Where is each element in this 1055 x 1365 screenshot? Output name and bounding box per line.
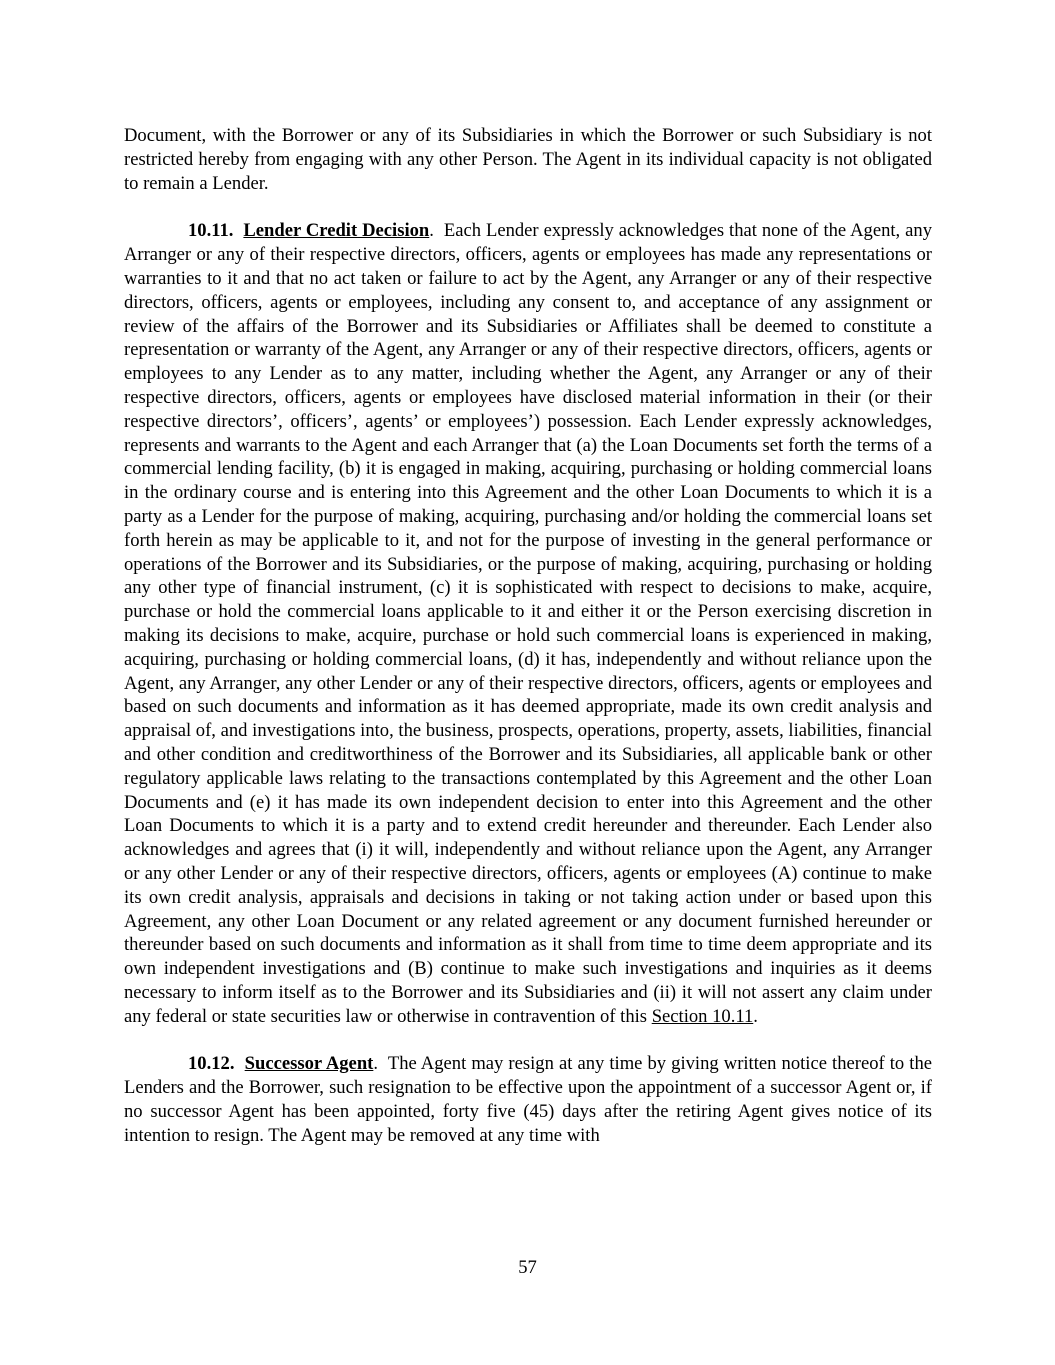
section-10-11-cross-reference: Section 10.11 <box>651 1005 754 1027</box>
page-number: 57 <box>518 1257 537 1278</box>
section-10-11-heading: Lender Credit Decision <box>243 220 430 242</box>
section-10-12-paragraph: 10.12. Successor Agent. The Agent may resign at any time by giving written notice thereof to the Lenders and the Borrower, such resignation to be effective upon the appointment of a successor Agent or, if no successor Agent has been appointed, forty five (45) days after the retiring Agent gives notice of its intention to resign. The Agent may be removed at any time with <box>124 1053 933 1146</box>
section-10-12-number: 10.12. <box>188 1053 235 1075</box>
document-page <box>124 124 932 1148</box>
section-10-12-heading: Successor Agent <box>244 1053 374 1075</box>
continuation-paragraph <box>124 124 932 195</box>
section-10-11-number: 10.11. <box>188 220 234 242</box>
section-10-11-end: . <box>753 1005 758 1027</box>
continuation-text: Document, with the Borrower or any of its Subsidiaries in which the Borrower or such Subsidiary is not restricted hereby from engaging with any other Person. The Agent in its individual capacity is not obligated to remain a Lender. <box>124 125 932 194</box>
section-10-11-body: Each Lender expressly acknowledges that none of the Agent, any Arranger or any of their respective directors, officers, agents or employees has made any representations or warranties to it and that no act taken or failure to act by the Agent, any Arranger or any of their respective directors, officers, agents or employees, including any consent to, and acceptance of any assignment or review of the affairs of the Borrower and its Subsidiaries or Affiliates shall be deemed to constitute a representation or warranty of the Agent, any Arranger or any of their respective directors, officers, agents or employees to any Lender as to any matter, including whether the Agent, any Arranger or any of their respective directors, officers, agents or employees have disclosed material information in their (or their respective directors’, officers’, agents’ or employees’) possession. Each Lender expressly acknowledges, represents and warrants to the Agent and each Arranger that (a) the Loan Documents set forth the terms of a commercial lending facility, (b) it is engaged in making, acquiring, purchasing or holding commercial loans in the ordinary course and is entering into this Agreement and the other Loan Documents to which it is a party as a Lender for the purpose of making, acquiring, purchasing and/or holding the commercial loans set forth herein as may be applicable to it, and not for the purpose of investing in the general performance or operations of the Borrower and its Subsidiaries, or the purpose of making, acquiring, purchasing or holding any other type of financial instrument, (c) it is sophisticated with respect to decisions to make, acquire, purchase or hold the commercial loans applicable to it and either it or the Person exercising discretion in making its decisions to make, acquire, purchase or hold such commercial loans is experienced in making, acquiring, purchasing or holding commercial loans, (d) it has, independently and without reliance upon the Agent, any Arranger, any other Lender or any of their respective directors, officers, agents or employees and based on such documents and information as it has deemed appropriate, made its own credit analysis and appraisal of, and investigations into, the business, prospects, operations, property, assets, liabilities, financial and other condition and creditworthiness of the Borrower and its Subsidiaries, all applicable bank or other regulatory applicable laws relating to the transactions contemplated by this Agreement and the other Loan Documents and (e) it has made its own independent decision to enter into this Agreement and the other Loan Documents to which it is a party and to extend credit hereunder and thereunder. Each Lender also acknowledges and agrees that (i) it will, independently and without reliance upon the Agent, any Arranger or any other Lender or any of their respective directors, officers, agents or employees (A) continue to make its own credit analysis, appraisals and decisions in taking or not taking action under or based upon this Agreement, any other Loan Document or any related agreement or any document furnished hereunder or thereunder based on such documents and information as it shall from time to time deem appropriate and its own independent investigations and (B) continue to make such investigations and inquiries as it deems necessary to inform itself as to the Borrower and its Subsidiaries and (ii) it will not assert any claim under any federal or state securities law or otherwise in contravention of this <box>124 220 932 1027</box>
section-10-11-paragraph: 10.11. Lender Credit Decision. Each Lender expressly acknowledges that none of the Agent, any Arranger or any of their respective directors, officers, agents or employees has made any representations or warranties to it and that no act taken or failure to act by the Agent, any Arranger or any of their respective directors, officers, agents or employees, including any consent to, and acceptance of any assignment or review of the affairs of the Borrower and its Subsidiaries or Affiliates shall be deemed to constitute a representation or warranty of the Agent, any Arranger or any of their respective directors, officers, agents or employees to any Lender as to any matter, including whether the Agent, any Arranger or any of their respective directors, officers, agents or employees have disclosed material information in their (or their respective directors’, officers’, agents’ or employees’) possession. Each Lender expressly acknowledges, represents and warrants to the Agent and each Arranger that (a) the Loan Documents set forth the terms of a commercial lending facility, (b) it is engaged in making, acquiring, purchasing or holding commercial loans in the ordinary course and is entering into this Agreement and the other Loan Documents to which it is a party as a Lender for the purpose of making, acquiring, purchasing and/or holding the commercial loans set forth herein as may be applicable to it, and not for the purpose of investing in the general performance or operations of the Borrower and its Subsidiaries, or the purpose of making, acquiring, purchasing or holding any other type of financial instrument, (c) it is sophisticated with respect to decisions to make, acquire, purchase or hold the commercial loans applicable to it and either it or the Person exercising discretion in making its decisions to make, acquire, purchase or hold such commercial loans is experienced in making, acquiring, purchasing or holding commercial loans, (d) it has, independently and without reliance upon the Agent, any Arranger, any other Lender or any of their respective directors, officers, agents or employees and based on such documents and information as it has deemed appropriate, made its own credit analysis and appraisal of, and investigations into, the business, prospects, operations, property, assets, liabilities, financial and other condition and creditworthiness of the Borrower and its Subsidiaries, all applicable bank or other regulatory applicable laws relating to the transactions contemplated by this Agreement and the other Loan Documents and (e) it has made its own independent decision to enter into this Agreement and the other Loan Documents to which it is a party and to extend credit hereunder and thereunder. Each Lender also acknowledges and agrees that (i) it will, independently and without reliance upon the Agent, any Arranger or any other Lender or any of their respective directors, officers, agents or employees (A) continue to make its own credit analysis, appraisals and decisions in taking or not taking action under or based upon this Agreement, any other Loan Document or any related agreement or any document furnished hereunder or thereunder based on such documents and information as it shall from time to time deem appropriate and its own independent investigations and (B) continue to make such investigations and inquiries as it deems necessary to inform itself as to the Borrower and its Subsidiaries and (ii) it will not assert any claim under any federal or state securities law or otherwise in contravention of this Section 10.11. <box>124 220 932 1027</box>
section-10-12-body: The Agent may resign at any time by giving written notice thereof to the Lenders and the Borrower, such resignation to be effective upon the appointment of a successor Agent or, if no successor Agent has been appointed, forty five (45) days after the retiring Agent gives notice of its intention to resign. The Agent may be removed at any time with <box>124 1053 933 1146</box>
